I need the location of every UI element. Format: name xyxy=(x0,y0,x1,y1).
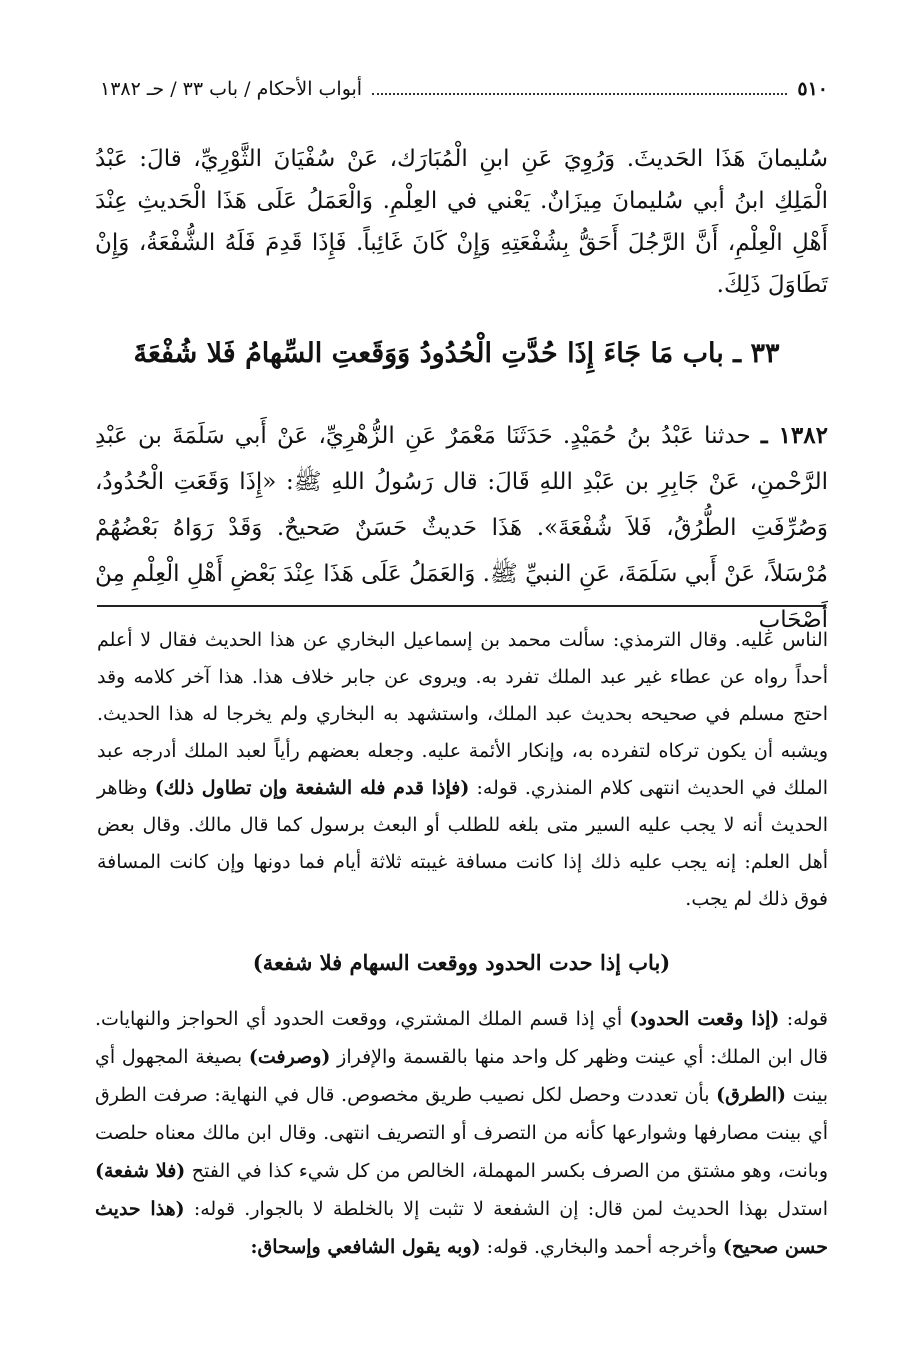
main-paragraph: سُليمانَ هَذَا الحَديثَ. وَرُوِيَ عَنِ ابنِ الْمُبَارَك، عَنْ سُفْيَانَ الثَّوْرِيِّ، قالَ: عَبْدُ الْمَلِكِ ابنُ أبي سُليمانَ مِيزَانٌ. يَعْني في العِلْمِ. وَالْعَمَلُ عَلَى هَذَا الْحَديثِ عِنْدَ أَهْلِ الْعِلْمِ، أَنَّ الرَّجُلَ أَحَقُّ بِشُفْعَتِهِ وَإِنْ كَانَ غَائِباً. فَإِذَا قَدِمَ فَلَهُ الشُّفْعَةُ، وَإِنْ تَطَاوَلَ ذَلِكَ. xyxy=(95,146,828,298)
hadith-block xyxy=(95,413,828,643)
fn2-bold-3: (الطرق) xyxy=(716,1084,786,1106)
running-title: أبواب الأحكام / باب ٣٣ / حـ ١٣٨٢ xyxy=(100,78,363,100)
page-number: ٥١٠ xyxy=(797,78,828,100)
chapter-title: ٣٣ ـ باب مَا جَاءَ إِذَا حُدَّتِ الْحُدُودُ وَوَقَعتِ السِّهامُ فَلا شُفْعَةَ xyxy=(133,338,780,369)
hadith-paragraph xyxy=(95,413,828,643)
fn2-text-2: أي إذا قسم الملك المشتري، ووقعت الحدود أي الحواجز والنهايات. قال ابن الملك: أي عينت وظهر كل واحد منها بالقسمة والإفراز xyxy=(95,1008,828,1068)
main-text-block xyxy=(95,138,828,306)
hadith-number: ١٣٨٢ ـ xyxy=(760,422,828,449)
fn2-bold-2: (وصرفت) xyxy=(248,1046,331,1068)
footnote-commentary-2 xyxy=(95,1000,828,1266)
fn2-bold-4: (فلا شفعة) xyxy=(95,1160,186,1182)
footnote-separator xyxy=(97,605,826,607)
hadith-text: حدثنا عَبْدُ بنُ حُمَيْدٍ. حَدَثَنَا مَعْمَرٌ عَنِ الزُّهْرِيِّ، عَنْ أَبي سَلَمَةَ بن عَبْدِ الرَّحْمنِ، عَنْ جَابِرِ بن عَبْدِ اللهِ قَالَ: قال رَسُولُ اللهِ ﷺ: «إِذَا وَقَعَتِ الْحُدُودُ، وَصُرِّفَتِ الطُّرُقُ، فَلاَ شُفْعَةَ». هَذَا حَديثٌ حَسَنٌ صَحيحٌ. وَقَدْ رَوَاهُ بَعْضُهُمْ مُرْسَلاً، عَنْ أَبي سَلَمَةَ، عَنِ النبيِّ ﷺ. وَالعَمَلُ عَلَى هَذَا عِنْدَ بَعْضِ أَهْلِ الْعِلْمِ مِنْ أَصْحَابِ xyxy=(95,423,828,633)
fn2-text-3: بصيغة المجهول أي بينت xyxy=(95,1046,829,1106)
footnote-1-paragraph xyxy=(97,622,828,918)
footnote-1-bold-a: (فإذا قدم فله الشفعة وإن تطاول ذلك) xyxy=(154,777,470,799)
fn2-bold-5: (هذا حديث حسن صحيح) xyxy=(95,1198,828,1258)
footnote-heading: (باب إذا حدت الحدود ووقعت السهام فلا شفعة) xyxy=(252,950,671,975)
fn2-bold-1: (إذا وقعت الحدود) xyxy=(629,1008,780,1030)
fn2-bold-6: (وبه يقول الشافعي وإسحاق: xyxy=(250,1236,481,1258)
footnote-1-text-b: وظاهر الحديث أنه لا يجب عليه السير متى بلغه للطلب أو البعث برسول كما قال مالك. وقال بعض أهل العلم: إنه يجب عليه ذلك إذا كانت مسافة غيبته ثلاثة أيام فما دونها وإن كانت المسافة فوق ذلك لم يجب. xyxy=(97,777,828,910)
page-header xyxy=(100,78,828,100)
header-dotted-leader xyxy=(372,93,787,95)
footnote-1-text-a: الناس عليه. وقال الترمذي: سألت محمد بن إسماعيل البخاري عن هذا الحديث فقال لا أعلم أحداً رواه عن عطاء غير عبد الملك تفرد به. ويروى عن جابر خلاف هذا. هذا آخر كلامه وقد احتج مسلم في صحيحه بحديث عبد الملك، واستشهد به البخاري ولم يخرجا له هذا الحديث. ويشبه أن يكون تركاه لتفرده به، وإنكار الأئمة عليه. وجعله بعضهم رأياً لعبد الملك أدرجه عبد الملك في الحديث انتهى كلام المنذري. قوله: xyxy=(97,629,829,799)
footnote-commentary-1 xyxy=(97,622,828,918)
fn2-text-1: قوله: xyxy=(786,1008,828,1030)
fn2-text-6: وأخرجه أحمد والبخاري. قوله: xyxy=(486,1236,717,1258)
fn2-text-5: استدل بهذا الحديث لمن قال: إن الشفعة لا تثبت إلا بالخلطة لا بالجوار. قوله: xyxy=(193,1198,828,1220)
fn2-text-4: بأن تعددت وحصل لكل نصيب طريق مخصوص. قال في النهاية: صرفت الطرق أي بينت مصارفها وشوارعها كأنه من التصرف أو التصريف انتهى. وقال ابن مالك معناه حلصت وبانت، وهو مشتق من الصرف بكسر المهملة، الخالص من كل شيء كذا في الفتح xyxy=(95,1084,828,1182)
footnote-2-paragraph xyxy=(95,1000,828,1266)
